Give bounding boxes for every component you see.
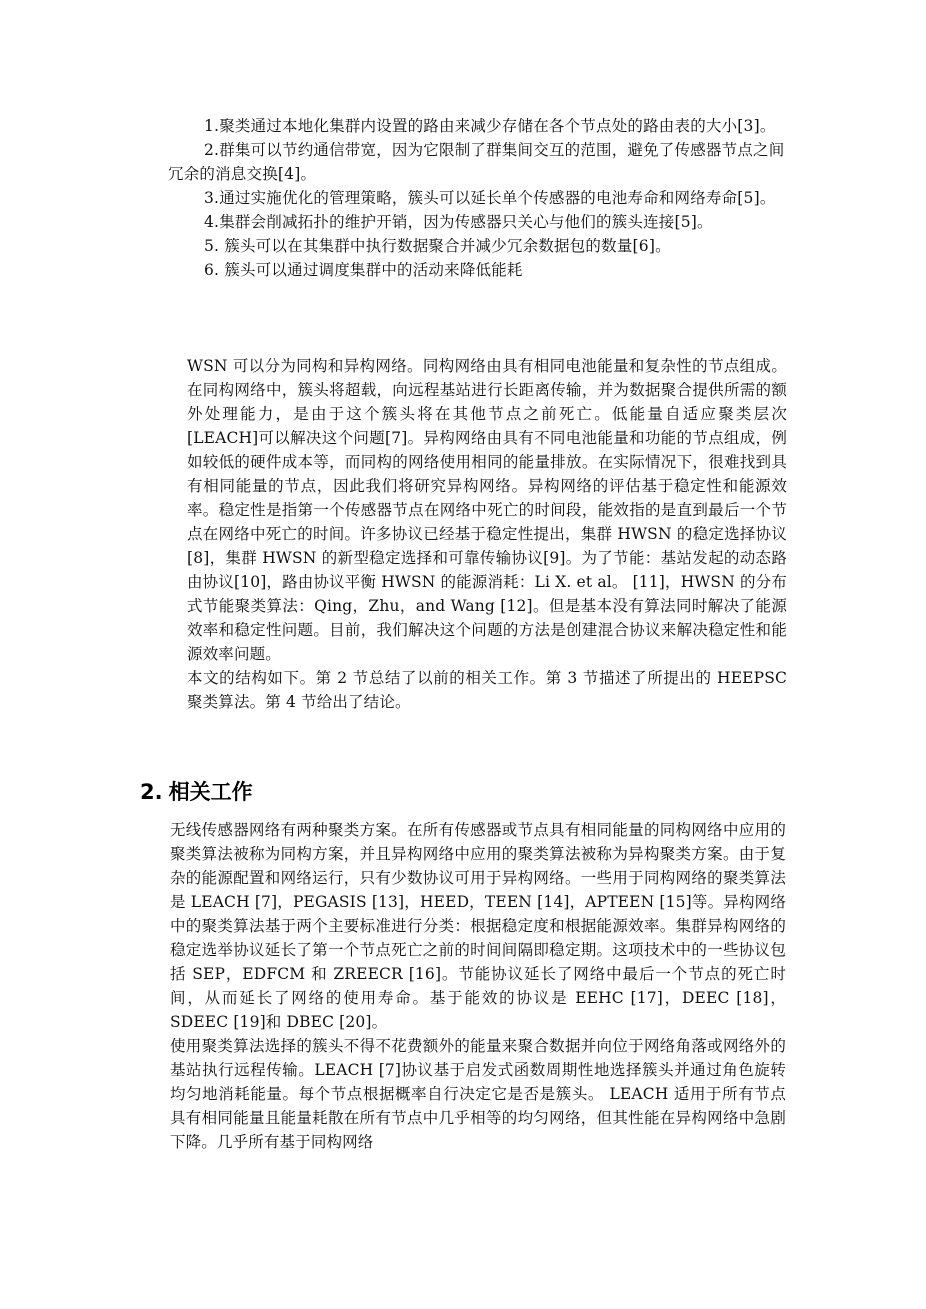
intro-paragraph: WSN 可以分为同构和异构网络。同构网络由具有相同电池能量和复杂性的节点组成。在同构网络中，簇头将超载，向远程基站进行长距离传输，并为数据聚合提供所需的额外处理能力，是由于这个簇头将在其他节点之前死亡。低能量自适应聚类层次[LEACH]可以解决这个问题[7]。异构网络由具有不同电池能量和功能的节点组成，例如较低的硬件成本等，而同构的网络使用相同的能量排放。在实际情况下，很难找到具有相同能量的节点，因此我们将研究异构网络。异构网络的评估基于稳定性和能源效率。稳定性是指第一个传感器节点在网络中死亡的时间段，能效指的是直到最后一个节点在网络中死亡的时间。许多协议已经基于稳定性提出，集群 HWSN 的稳定选择协议[8]，集群 HWSN 的新型稳定选择和可靠传输协议[9]。为了节能：基站发起的动态路由协议[10]，路由协议平衡 HWSN 的能源消耗：Li X. et al。 [11]，HWSN 的分布式节能聚类算法：Qing，Zhu，and Wang [12]。但是基本没有算法同时解决了能源效率和稳定性问题。目前，我们解决这个问题的方法是创建混合协议来解决稳定性和能源效率问题。 (187, 357, 787, 663)
related-paragraph-1: 无线传感器网络有两种聚类方案。在所有传感器或节点具有相同能量的同构网络中应用的聚类算法被称为同构方案，并且异构网络中应用的聚类算法被称为异构聚类方案。由于复杂的能源配置和网络运行，只有少数协议可用于异构网络。一些用于同构网络的聚类算法是 LEACH [7]，PEGASIS [13]，HEED，TEEN [14]，APTEEN [15]等。异构网络中的聚类算法基于两个主要标准进行分类：根据稳定度和根据能源效率。集群异构网络的稳定选举协议延长了第一个节点死亡之前的时间间隔即稳定期。这项技术中的一些协议包括 SEP，EDFCM 和 ZREECR [16]。节能协议延长了网络中最后一个节点的死亡时间，从而延长了网络的使用寿命。基于能效的协议是 EEHC [17]，DEEC [18]，SDEEC [19]和 DBEC [20]。 (170, 821, 786, 1031)
list-item-5: 5. 簇头可以在其集群中执行数据聚合并减少冗余数据包的数量[6]。 (204, 237, 671, 255)
section-number: 2. (140, 780, 163, 804)
list-item-6: 6. 簇头可以通过调度集群中的活动来降低能耗 (204, 261, 523, 279)
list-item-2: 2.群集可以节约通信带宽，因为它限制了群集间交互的范围，避免了传感器节点之间冗余的消息交换[4]。 (168, 141, 785, 183)
section-heading (140, 778, 253, 806)
structure-paragraph: 本文的结构如下。第 2 节总结了以前的相关工作。第 3 节描述了所提出的 HEEPSC 聚类算法。第 4 节给出了结论。 (187, 669, 787, 711)
intro-section (187, 354, 787, 714)
list-item-4: 4.集群会削减拓扑的维护开销，因为传感器只关心与他们的簇头连接[5]。 (204, 213, 713, 231)
related-work-section (170, 818, 786, 1154)
list-item-1: 1.聚类通过本地化集群内设置的路由来减少存储在各个节点处的路由表的大小[3]。 (204, 117, 776, 135)
section-title: 相关工作 (168, 780, 253, 804)
numbered-list (168, 114, 798, 282)
related-paragraph-2: 使用聚类算法选择的簇头不得不花费额外的能量来聚合数据并向位于网络角落或网络外的基站执行远程传输。LEACH [7]协议基于启发式函数周期性地选择簇头并通过角色旋转均匀地消耗能量。每个节点根据概率自行决定它是否是簇头。 LEACH 适用于所有节点具有相同能量且能量耗散在所有节点中几乎相等的均匀网络，但其性能在异构网络中急剧下降。几乎所有基于同构网络 (170, 1037, 786, 1151)
list-item-3: 3.通过实施优化的管理策略，簇头可以延长单个传感器的电池寿命和网络寿命[5]。 (204, 189, 776, 207)
